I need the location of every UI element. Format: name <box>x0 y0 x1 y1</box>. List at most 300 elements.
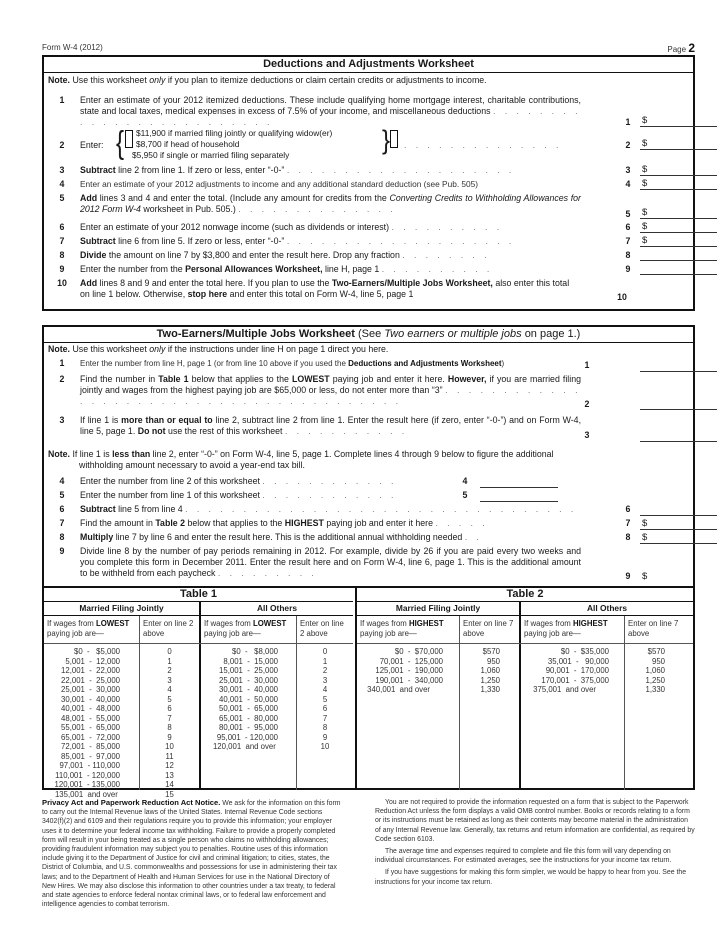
dollar-sign: $ <box>642 207 648 218</box>
value-cell: 1,250 <box>480 675 500 685</box>
line-text-content: below that applies to the <box>187 518 283 528</box>
col-enter: Enter on line 7 above <box>463 619 514 638</box>
option-mfj: $11,900 if married filing jointly or qualifying widow(er) <box>136 128 333 138</box>
line-text-content: Find the amount in <box>80 518 153 528</box>
value-cell: 13 <box>165 770 174 780</box>
line-9 <box>44 264 693 278</box>
table-title: Table 1 <box>44 588 353 602</box>
line-text-content: below that applies to the <box>191 374 289 384</box>
dollar-sign: $ <box>642 235 648 246</box>
range-cell: $0 - $5,000 <box>74 647 120 656</box>
range-cell: $0 - $35,000 <box>560 647 609 656</box>
line-verb: Add <box>80 278 98 288</box>
value-cell: 9 <box>167 732 172 742</box>
col-text: If wages from <box>360 619 407 628</box>
line-text <box>80 546 585 586</box>
line-text <box>80 358 693 372</box>
dollar-sign: $ <box>642 178 648 189</box>
note-emphasis: less than <box>112 449 151 459</box>
line-ref: 6 <box>625 504 631 514</box>
col-wages <box>201 616 296 644</box>
line-2 <box>44 125 693 162</box>
line-ref: 3 <box>584 430 590 440</box>
line-text-content: worksheet in Pub. 505.) <box>143 204 236 214</box>
line-ref: 8 <box>625 532 631 542</box>
t2-others-values <box>625 647 665 695</box>
line-number: 3 <box>59 165 65 175</box>
table-1-rows <box>44 644 353 799</box>
col-emphasis: HIGHEST <box>408 619 444 628</box>
left-brace: { <box>116 125 125 162</box>
range-cell: 8,001 - 15,000 <box>223 656 278 666</box>
col-wages <box>357 616 459 644</box>
line-text-content: Enter an estimate of your 2012 nonwage income (such as dividends or interest) <box>80 222 390 232</box>
value-cell: 6 <box>322 704 328 713</box>
title-sub: (See <box>357 328 382 340</box>
range-cell: 190,001 - 340,000 <box>375 675 443 685</box>
title-sub: on page 1.) <box>524 328 581 340</box>
line-number: 5 <box>59 490 65 500</box>
line-text-content: ) <box>501 359 505 368</box>
line-8-amount-field[interactable] <box>640 249 717 261</box>
col-wages <box>44 616 139 644</box>
line-number: 5 <box>59 193 65 203</box>
line-number: 9 <box>59 264 65 274</box>
worksheet-note <box>44 343 693 355</box>
line-verb: Divide <box>80 250 107 260</box>
te-line-5 <box>44 490 693 504</box>
worksheet-reference: Personal Allowances Worksheet, <box>185 264 323 274</box>
te-line-3-field[interactable] <box>640 430 717 442</box>
te-line-8-field[interactable] <box>640 532 717 544</box>
col-wages <box>521 616 624 644</box>
value-cell: 12 <box>165 761 174 770</box>
right-brace: } <box>382 125 391 156</box>
te-line-4 <box>44 476 693 490</box>
te-line-4-field[interactable] <box>480 476 558 488</box>
table-reference: Table 2 <box>155 518 185 528</box>
range-cell: 85,001 - 97,000 <box>61 751 120 761</box>
col-enter: Enter on line 7 above <box>628 619 679 638</box>
line-3 <box>44 165 693 179</box>
table-2-rows <box>357 644 693 790</box>
range-cell: 25,001 - 30,000 <box>61 685 120 694</box>
line-1-amount-field[interactable] <box>640 115 717 127</box>
value-cell: 10 <box>320 742 330 751</box>
table-subheaders <box>44 602 353 616</box>
line-number: 1 <box>59 95 65 105</box>
t1-others-values <box>297 647 353 752</box>
note-label: Note. <box>48 75 70 85</box>
worksheet-title <box>44 327 693 343</box>
value-cell: 1,250 <box>645 675 665 685</box>
dollar-sign: $ <box>642 115 648 126</box>
line-text-content: the amount on line 7 by $3,800 and enter the result here. Drop any fraction <box>108 250 400 260</box>
range-cell: 65,001 - 72,000 <box>61 732 120 742</box>
value-cell: 5 <box>322 694 328 704</box>
line-5-amount-field[interactable] <box>640 207 717 219</box>
te-line-8 <box>44 532 693 546</box>
line-text-content: Enter the number from line 1 of this worksheet <box>80 490 260 500</box>
value-cell: 6 <box>167 704 172 713</box>
range-cell: 170,001 - 375,000 <box>541 675 609 685</box>
col-text: If wages from <box>47 619 94 628</box>
te-line-6 <box>44 504 693 518</box>
line-number: 3 <box>59 415 65 425</box>
enter-label: Enter: <box>80 140 104 150</box>
line-number: 4 <box>59 476 65 486</box>
line-text-content: line 2 from line 1. If zero or less, enter “-0-” <box>118 165 285 175</box>
leader-dots: . . . . . . . . . . . . . . . . . . . . <box>286 236 515 246</box>
leader-dots: . . . . . . . . . . <box>381 264 493 274</box>
leader-dots: . . . . . <box>435 518 489 528</box>
privacy-heading: Privacy Act and Paperwork Reduction Act Notice. <box>42 798 221 807</box>
hourglass-icon <box>390 130 398 148</box>
line-verb: Subtract <box>80 165 116 175</box>
line-number: 2 <box>59 140 65 150</box>
line-ref: 6 <box>625 222 631 232</box>
note-text: line 2, enter “-0-” on Form W-4, line 5, page 1. Complete lines 4 through 9 below to figure the additional <box>152 449 554 459</box>
note-text: withholding amount necessary to avoid a year-end tax bill. <box>79 460 305 470</box>
withholding-tables <box>44 586 693 799</box>
line-ref: 9 <box>625 264 631 274</box>
line-4 <box>44 179 693 193</box>
line-text-content: also enter this total on line 1 below. Otherwise, <box>80 278 570 299</box>
line-text: Enter an estimate of your 2012 adjustments to income and any additional standard deduction (see Pub. 505) <box>80 179 479 189</box>
hourglass-icon <box>125 130 133 148</box>
te-line-1 <box>44 358 693 372</box>
worksheet-reference: Converting Credits to Withholding Allowances for 2012 Form W-4 <box>80 193 581 214</box>
form-id: Form W-4 (2012) <box>42 43 103 52</box>
privacy-text: We ask for the information on this form to carry out the Internal Revenue laws of the United States. Internal Revenue Code sections 3402(f)(2) and 6109 and their regulations require you to provide this information; your employer uses it to determine your federal income tax withholding. Failure to provide a properly completed form will result in your being treated as a single person who claims no withholding allowances; providing fraudulent information may subject you to penalties. Routine uses of this information include giving it to the Department of Justice for civil and criminal litigation; to cities, states, the District of Columbia, and U.S. commonwealths and possessions for use in administering their tax laws; and to the Department of Health and Human Services for use in the National Directory of New Hires. We may also disclose this information to other countries under a tax treaty, to federal and state agencies to enforce federal nontax criminal laws, or to federal law enforcement and intelligence agencies to combat terrorism. <box>42 800 341 909</box>
col-text: paying job are— <box>524 629 581 638</box>
line-number: 6 <box>59 222 65 232</box>
line-ref: 7 <box>625 236 631 246</box>
table-title: Table 2 <box>357 588 693 602</box>
line-text <box>80 504 693 518</box>
col-text: paying job are— <box>204 629 261 638</box>
line-text-content: line 5 from line 4 <box>118 504 183 514</box>
range-cell: 65,001 - 80,000 <box>219 713 278 723</box>
value-cell: 14 <box>165 780 174 789</box>
value-cell: 11 <box>165 751 174 761</box>
worksheet-reference: Deductions and Adjustments Worksheet <box>348 359 502 368</box>
paperwork-paragraph: You are not required to provide the information requested on a form that is subject to the Paperwork Reduction Act unless the form displays a valid OMB control number. Books or records relating to a form or its instructions must be retained as long as their contents may become material in the administration of any Internal Revenue law. Generally, tax returns and return information are confidential, as required by Code section 6103. <box>375 799 695 843</box>
line-ref: 7 <box>625 518 631 528</box>
table-2 <box>355 588 693 790</box>
value-cell: 9 <box>322 732 328 742</box>
line-text <box>80 95 585 128</box>
line-text <box>80 476 693 490</box>
range-cell: 135,001 and over <box>54 789 120 799</box>
value-cell: 7 <box>167 713 172 723</box>
line-text-content: paying job and enter it here <box>326 518 433 528</box>
line-text-content: line 2, subtract line 2 from line 1. Enter the result here (if zero, enter “-0-”) and on Form W-4, line 5, page 1. <box>80 415 582 436</box>
page-label: Page <box>667 45 687 54</box>
range-cell: $0 - $70,000 <box>394 647 443 656</box>
leader-dots: . . . . . . . . . . . . . . . . . . . . . . . . . . . . . . . . . . <box>185 504 577 514</box>
worksheet-title: Deductions and Adjustments Worksheet <box>44 57 693 73</box>
col-enter: Enter on line 2 above <box>143 619 194 638</box>
worksheet-reference: Two-Earners/Multiple Jobs Worksheet, <box>331 278 493 288</box>
line-text-content: Enter the number from the <box>80 264 183 274</box>
te-line-5-field[interactable] <box>480 490 558 502</box>
leader-dots: . . . . . . . . . . . . . . <box>238 204 397 214</box>
te-line-9 <box>44 546 693 586</box>
leader-dots: . . . . . . . . . . . . . . . . . . . . . . . . . <box>80 106 581 127</box>
range-cell: 40,001 - 50,000 <box>219 694 278 704</box>
line-text <box>80 278 585 304</box>
note-label: Note. <box>48 449 70 459</box>
line-ref: 9 <box>625 571 631 581</box>
line-ref: 3 <box>625 165 631 175</box>
range-cell: 30,001 - 40,000 <box>219 685 278 694</box>
line-number: 8 <box>59 250 65 260</box>
range-cell: 97,001 - 110,000 <box>59 761 120 770</box>
range-cell: 55,001 - 65,000 <box>61 723 120 732</box>
line-text <box>80 490 693 504</box>
leader-dots: . . . . . . . . . . . . <box>262 490 397 500</box>
col-enter: Enter on line 2 above <box>300 619 344 638</box>
however-text: However, <box>447 374 487 384</box>
line-text-content: and enter this total on Form W-4, line 5, page 1 <box>229 289 414 299</box>
leader-dots: . . . . . . . . . . . . . . <box>404 140 562 150</box>
line-text-content: Find the number in <box>80 374 156 384</box>
range-cell: 50,001 - 65,000 <box>219 704 278 713</box>
value-cell: 15 <box>165 789 174 799</box>
table-reference: Table 1 <box>158 374 189 384</box>
range-cell: 30,001 - 40,000 <box>61 694 120 704</box>
value-cell: 2 <box>322 666 328 675</box>
value-cell: 1,060 <box>645 666 665 675</box>
privacy-notice-right <box>375 798 695 890</box>
note-text: if you plan to itemize deductions or claim certain credits or adjustments to income. <box>167 75 487 85</box>
value-cell: 0 <box>167 647 172 656</box>
line-text <box>80 374 585 412</box>
dollar-sign: $ <box>642 138 648 149</box>
te-line-2-field[interactable] <box>640 398 717 410</box>
te-line-2 <box>44 374 693 412</box>
range-cell: 35,001 - 90,000 <box>547 656 609 666</box>
line-4-amount-field[interactable] <box>640 178 717 190</box>
line-1 <box>44 95 693 128</box>
range-cell: 120,001 and over <box>212 742 278 751</box>
value-cell: $570 <box>482 647 500 656</box>
two-earners-worksheet <box>42 325 695 799</box>
line-ref: 2 <box>584 399 590 409</box>
t2-others-ranges <box>521 647 609 695</box>
line-text <box>80 518 693 532</box>
dollar-sign: $ <box>642 532 648 543</box>
line-6-amount-field[interactable] <box>640 221 717 233</box>
range-cell: 375,001 and over <box>533 685 609 694</box>
table-column-headers <box>357 616 693 644</box>
line-text <box>80 250 693 264</box>
line-text-content: Enter the number from line H, page 1 (or from line 10 above if you used the <box>80 359 346 368</box>
line-ref: 1 <box>625 117 631 127</box>
value-cell: 4 <box>322 685 328 694</box>
table-1 <box>44 588 353 799</box>
t1-others-ranges <box>201 647 278 752</box>
line-7 <box>44 236 693 250</box>
dollar-sign: $ <box>642 571 648 582</box>
page-number: 2 <box>688 41 695 55</box>
others-heading: All Others <box>256 603 298 613</box>
value-cell: 1,060 <box>480 666 500 675</box>
worksheet-note-2 <box>44 443 693 471</box>
value-cell: 950 <box>651 656 665 666</box>
col-text: paying job are— <box>47 629 104 638</box>
te-line-1-field[interactable] <box>640 360 717 372</box>
t2-mfj-ranges <box>357 647 443 695</box>
mfj-heading: Married Filing Jointly <box>395 603 481 613</box>
range-cell: 48,001 - 55,000 <box>61 713 120 723</box>
range-cell: 72,001 - 85,000 <box>61 742 120 751</box>
range-cell: 340,001 and over <box>367 685 443 694</box>
line-text-content: If line 1 is <box>80 415 119 425</box>
range-cell: 12,001 - 22,000 <box>61 666 120 675</box>
line-number: 2 <box>59 374 65 384</box>
line-ref: 10 <box>617 292 627 302</box>
line-2-amount-field[interactable] <box>640 138 717 150</box>
line-3-amount-field[interactable] <box>640 164 717 176</box>
line-ref: 4 <box>625 179 631 189</box>
range-cell: 22,001 - 25,000 <box>61 675 120 685</box>
note-text: Use this worksheet <box>72 75 147 85</box>
line-8 <box>44 250 693 264</box>
value-cell: 7 <box>322 713 328 723</box>
col-emphasis: HIGHEST <box>572 619 608 628</box>
value-cell: 950 <box>486 656 500 666</box>
col-text: If wages from <box>524 619 571 628</box>
leader-dots: . . . . . . . . . . . . . . . . . . . . <box>286 165 515 175</box>
te-line-6-field[interactable] <box>640 504 717 516</box>
line-verb: Add <box>80 193 98 203</box>
line-text <box>80 165 693 179</box>
te-line-3 <box>44 415 693 443</box>
col-text: paying job are— <box>360 629 417 638</box>
line-text <box>80 222 693 236</box>
comparison-text: more than or equal to <box>121 415 213 425</box>
note-text: Use this worksheet <box>72 344 147 354</box>
time-estimate-paragraph: The average time and expenses required to complete and file this form will vary depending on individual circumstances. For estimated averages, see the instructions for your income tax return. <box>375 848 672 865</box>
leader-dots: . . . . . . . . . . <box>391 222 503 232</box>
line-number: 10 <box>57 278 67 288</box>
line-ref: 2 <box>625 140 631 150</box>
line-text <box>80 532 693 546</box>
line-9-amount-field[interactable] <box>640 263 717 275</box>
line-text-content: lines 3 and 4 and enter the total. (Include any amount for credits from the <box>99 193 387 203</box>
leader-dots: . . . . . . . . <box>402 250 490 260</box>
leader-dots: . . . . . . . . . . . . <box>262 476 397 486</box>
worksheet-note <box>44 73 693 86</box>
value-cell: 1 <box>167 656 172 666</box>
range-cell: 40,001 - 48,000 <box>61 704 120 713</box>
leader-dots: . . . . . . . . . <box>217 568 318 578</box>
value-cell: 1,330 <box>480 685 500 694</box>
mfj-heading: Married Filing Jointly <box>79 603 164 613</box>
leader-dots: . . . . . . . . . . . . . . . . . . . . . . . . . . . . . . . . . . . . . . . . <box>80 385 581 406</box>
line-6 <box>44 222 693 236</box>
line-text <box>80 264 693 278</box>
leader-dots: . . . . . . . . . . . <box>284 426 408 436</box>
line-ref: 5 <box>462 490 468 500</box>
line-text <box>80 193 585 222</box>
line-text <box>80 236 693 250</box>
line-text-content: line 7 by line 6 and enter the result here. This is the additional annual withholding needed <box>115 532 463 542</box>
line-text-content: line H, page 1 <box>324 264 380 274</box>
dollar-sign: $ <box>642 221 648 232</box>
t2-mfj-values <box>460 647 500 695</box>
line-verb: Subtract <box>80 236 116 246</box>
line-number: 9 <box>59 546 65 556</box>
line-text-content: use the rest of this worksheet <box>168 426 283 436</box>
line-text-content: Enter an estimate of your 2012 itemized deductions. These include qualifying home mortgage interest, charitable contributions, state and local taxes, medical expenses in excess of 7.5% of your income, and miscellaneous deductions <box>80 95 581 116</box>
lowest-text: LOWEST <box>291 374 330 384</box>
range-cell: 110,001 - 120,000 <box>55 770 120 780</box>
line-number: 6 <box>59 504 65 514</box>
dollar-sign: $ <box>642 518 648 529</box>
dollar-sign: $ <box>642 164 648 175</box>
line-number: 4 <box>59 179 65 189</box>
do-not-text: Do not <box>137 426 166 436</box>
line-text-content: if you are married filing jointly and wages from the highest paying job are $65,000 or less, do not enter more than “3” <box>80 374 581 395</box>
range-cell: 95,001 - 120,000 <box>216 732 278 742</box>
line-number: 7 <box>59 518 65 528</box>
table-subheaders <box>357 602 693 616</box>
range-cell: 90,001 - 170,000 <box>545 666 609 675</box>
value-cell: 10 <box>165 742 174 751</box>
line-verb: Subtract <box>80 504 116 514</box>
line-number: 8 <box>59 532 65 542</box>
title-sub-italic: Two earners or multiple jobs <box>384 328 522 340</box>
range-cell: 5,001 - 12,000 <box>65 656 120 666</box>
col-emphasis: LOWEST <box>252 619 287 628</box>
col-text: If wages from <box>204 619 251 628</box>
line-ref: 1 <box>584 360 590 370</box>
range-cell: 15,001 - 25,000 <box>219 666 278 675</box>
value-cell: 0 <box>322 647 328 656</box>
table-column-headers <box>44 616 353 644</box>
privacy-notice-left <box>42 798 342 909</box>
deductions-worksheet <box>42 55 695 311</box>
range-cell: 125,001 - 190,000 <box>375 666 443 675</box>
range-cell: 25,001 - 30,000 <box>219 675 278 685</box>
note-text: if the instructions under line H on page 1 direct you here. <box>167 344 389 354</box>
line-ref: 4 <box>462 476 468 486</box>
line-ref: 5 <box>625 209 631 219</box>
te-line-7-field[interactable] <box>640 518 717 530</box>
value-cell: 8 <box>167 723 172 732</box>
line-number: 7 <box>59 236 65 246</box>
value-cell: 4 <box>167 685 172 694</box>
value-cell: 1 <box>322 656 328 666</box>
note-emphasis: only <box>149 344 166 354</box>
range-cell: $0 - $8,000 <box>232 647 278 656</box>
line-text <box>80 415 585 443</box>
col-emphasis: LOWEST <box>95 619 130 628</box>
value-cell: 3 <box>322 675 328 685</box>
option-hoh: $8,700 if head of household <box>136 139 240 149</box>
page-indicator <box>667 41 695 55</box>
stop-here-text: stop here <box>187 289 228 299</box>
standard-deduction-options <box>132 128 333 161</box>
line-7-amount-field[interactable] <box>640 235 717 247</box>
value-cell: 5 <box>167 694 172 704</box>
range-cell: 70,001 - 125,000 <box>379 656 443 666</box>
line-text-content: Enter the number from line 2 of this worksheet <box>80 476 260 486</box>
line-text-content: line 6 from line 5. If zero or less, enter “-0-” <box>118 236 285 246</box>
